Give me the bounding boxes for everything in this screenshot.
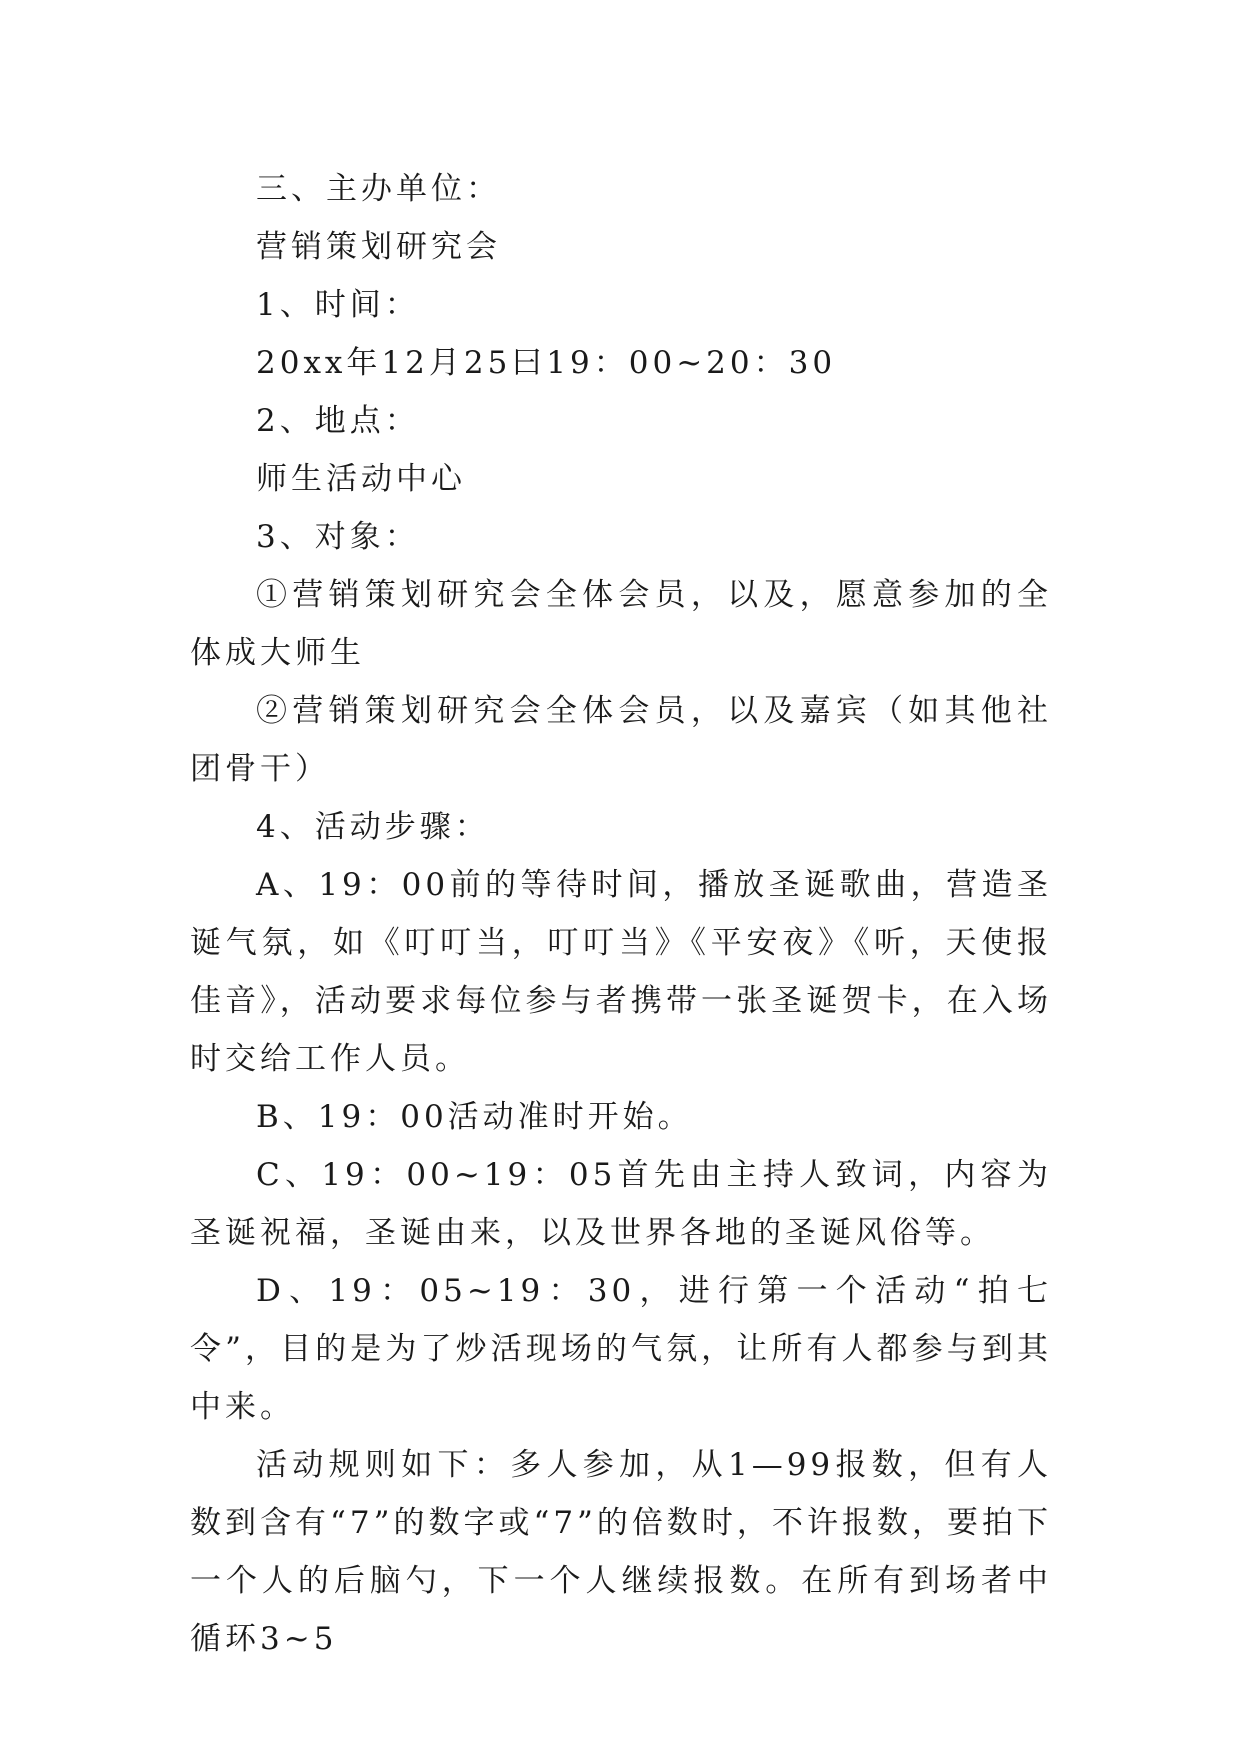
time-value: 20xx年12月25曰19：00~20：30 — [256, 345, 837, 381]
document-body — [190, 160, 1052, 1668]
location-heading: 2、地点： — [256, 403, 420, 439]
steps-heading: 4、活动步骤： — [256, 809, 490, 845]
audience-heading: 3、对象： — [256, 519, 420, 555]
step-d: D、19：05~19：30，进行第一个活动“拍七令”，目的是为了炒活现场的气氛，让所有人都参与到其中来。 — [190, 1273, 1052, 1425]
audience-item-1: ①营销策划研究会全体会员，以及，愿意参加的全体成大师生 — [190, 577, 1052, 671]
step-a: A、19：00前的等待时间，播放圣诞歌曲，营造圣诞气氛，如《叮叮当，叮叮当》《平安夜》《听，天使报佳音》，活动要求每位参与者携带一张圣诞贺卡，在入场时交给工作人员。 — [190, 867, 1052, 1077]
game-rules: 活动规则如下：多人参加，从1—99报数，但有人数到含有“7”的数字或“7”的倍数时，不许报数，要拍下一个人的后脑勺，下一个人继续报数。在所有到场者中循环3~5 — [190, 1447, 1052, 1657]
section-heading-organizer: 三、主办单位： — [256, 171, 501, 207]
organizer-name: 营销策划研究会 — [256, 229, 501, 265]
audience-item-2: ②营销策划研究会全体会员，以及嘉宾（如其他社团骨干） — [190, 693, 1052, 787]
time-heading: 1、时间： — [256, 287, 420, 323]
step-b: B、19：00活动准时开始。 — [256, 1099, 693, 1135]
location-value: 师生活动中心 — [256, 461, 466, 497]
step-c: C、19：00~19：05首先由主持人致词，内容为圣诞祝福，圣诞由来，以及世界各地的圣诞风俗等。 — [190, 1157, 1052, 1251]
